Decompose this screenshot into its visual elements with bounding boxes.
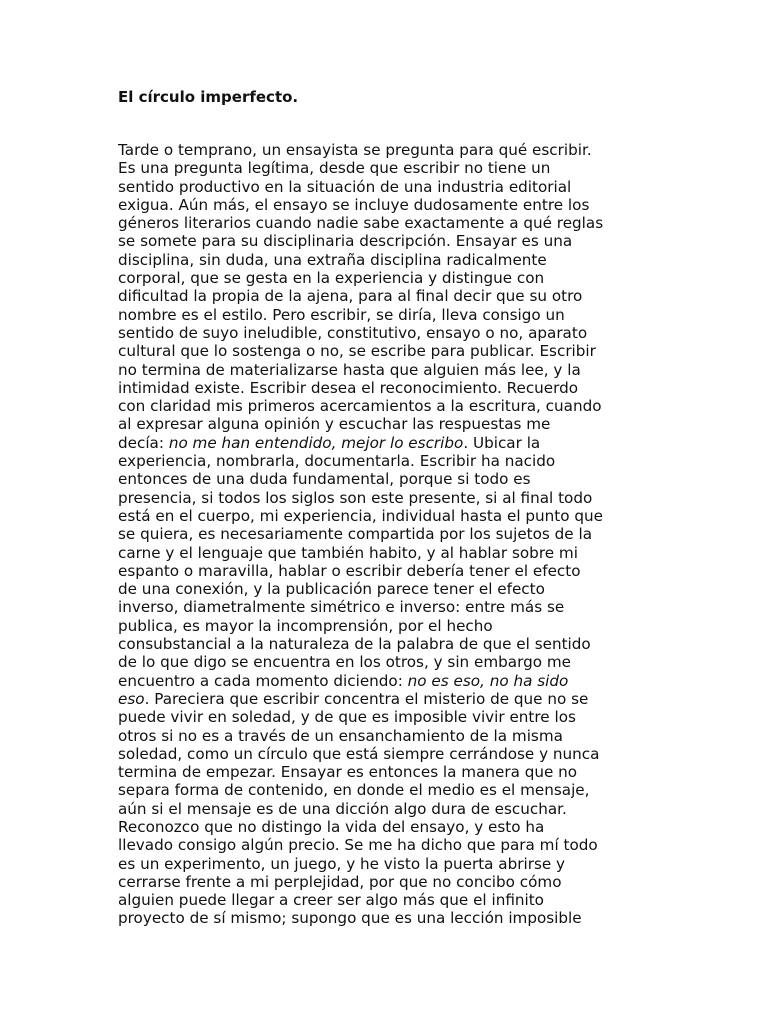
body-line bbox=[118, 214, 638, 232]
body-line bbox=[118, 251, 638, 269]
body-line-text: publica, es mayor la incomprensión, por el hecho bbox=[118, 616, 493, 635]
body-line bbox=[118, 159, 638, 177]
body-line-italic: no es eso, no ha sido bbox=[407, 671, 569, 690]
body-line-text: con claridad mis primeros acercamientos a la escritura, cuando bbox=[118, 397, 602, 416]
body-line bbox=[118, 672, 638, 690]
body-line-text: sentido productivo en la situación de una industria editorial bbox=[118, 177, 572, 196]
body-line bbox=[118, 836, 638, 854]
body-line bbox=[118, 141, 638, 159]
body-line-text: corporal, que se gesta en la experiencia y distingue con bbox=[118, 269, 545, 288]
body-line bbox=[118, 287, 638, 305]
body-line bbox=[118, 763, 638, 781]
body-line bbox=[118, 818, 638, 836]
body-line-text: se somete para su disciplinaria descripción. Ensayar es una bbox=[118, 232, 573, 251]
body-line-text: cultural que lo sostenga o no, se escribe para publicar. Escribir bbox=[118, 342, 596, 361]
body-line-text: presencia, si todos los siglos son este presente, si al final todo bbox=[118, 488, 593, 507]
body-line bbox=[118, 415, 638, 433]
body-line bbox=[118, 562, 638, 580]
body-line-text: de lo que digo se encuentra en los otros, y sin embargo me bbox=[118, 653, 571, 672]
body-line bbox=[118, 196, 638, 214]
body-line-text: al expresar alguna opinión y escuchar las respuestas me bbox=[118, 415, 551, 434]
body-line bbox=[118, 452, 638, 470]
body-line bbox=[118, 727, 638, 745]
body-line bbox=[118, 617, 638, 635]
body-line bbox=[118, 598, 638, 616]
body-line bbox=[118, 470, 638, 488]
body-line bbox=[118, 525, 638, 543]
body-line-text: aún si el mensaje es de una dicción algo dura de escuchar. bbox=[118, 799, 567, 818]
body-line bbox=[118, 178, 638, 196]
body-line-text: está en el cuerpo, mi experiencia, individual hasta el punto que bbox=[118, 506, 603, 525]
body-line bbox=[118, 855, 638, 873]
body-line-text: Reconozco que no distingo la vida del ensayo, y esto ha bbox=[118, 817, 545, 836]
body-line bbox=[118, 306, 638, 324]
body-line bbox=[118, 800, 638, 818]
body-line bbox=[118, 909, 638, 927]
body-line-text: no termina de materializarse hasta que alguien más lee, y la bbox=[118, 360, 581, 379]
body-line-text: Tarde o temprano, un ensayista se pregunta para qué escribir. bbox=[118, 141, 592, 159]
body-line bbox=[118, 653, 638, 671]
body-line-text: géneros literarios cuando nadie sabe exactamente a qué reglas bbox=[118, 214, 604, 233]
body-line-text: nombre es el estilo. Pero escribir, se diría, lleva consigo un bbox=[118, 305, 565, 324]
body-line-text: consubstancial a la naturaleza de la palabra de que el sentido bbox=[118, 635, 591, 654]
body-line-text: exigua. Aún más, el ensayo se incluye dudosamente entre los bbox=[118, 195, 590, 214]
body-line-text: otros si no es a través de un ensanchamiento de la misma bbox=[118, 726, 563, 745]
body-line bbox=[118, 873, 638, 891]
body-line bbox=[118, 745, 638, 763]
body-line-text: Es una pregunta legítima, desde que escribir no tiene un bbox=[118, 159, 551, 178]
body-line bbox=[118, 580, 638, 598]
body-line-text: intimidad existe. Escribir desea el reconocimiento. Recuerdo bbox=[118, 378, 579, 397]
body-line bbox=[118, 507, 638, 525]
body-line-text: de una conexión, y la publicación parece tener el efecto bbox=[118, 580, 545, 599]
body-line-text: llevado consigo algún precio. Se me ha dicho que para mí todo bbox=[118, 836, 598, 855]
body-line bbox=[118, 434, 638, 452]
body-line bbox=[118, 708, 638, 726]
body-line-text: alguien puede llegar a creer ser algo más que el infinito bbox=[118, 891, 544, 910]
body-line-text: . Pareciera que escribir concentra el misterio de que no se bbox=[144, 689, 589, 708]
body-line bbox=[118, 269, 638, 287]
body-line-text: se quiera, es necesariamente compartida por los sujetos de la bbox=[118, 525, 593, 544]
body-line bbox=[118, 342, 638, 360]
document-title: El círculo imperfecto. bbox=[118, 88, 299, 106]
body-line-text: encuentro a cada momento diciendo: bbox=[118, 671, 408, 690]
body-line-text: dificultad la propia de la ajena, para al final decir que su otro bbox=[118, 287, 583, 306]
document-body bbox=[118, 141, 638, 928]
body-line bbox=[118, 397, 638, 415]
body-line-text: decía: bbox=[118, 433, 169, 452]
body-line bbox=[118, 324, 638, 342]
body-line-text: experiencia, nombrarla, documentarla. Escribir ha nacido bbox=[118, 452, 556, 471]
body-line-text: entonces de una duda fundamental, porque si todo es bbox=[118, 470, 531, 489]
body-line bbox=[118, 379, 638, 397]
body-line-text: disciplina, sin duda, una extraña disciplina radicalmente bbox=[118, 250, 547, 269]
body-line-text: inverso, diametralmente simétrico e inverso: entre más se bbox=[118, 598, 565, 617]
body-line-text: sentido de suyo ineludible, constitutivo, ensayo o no, aparato bbox=[118, 323, 588, 342]
body-line-text: cerrarse frente a mi perplejidad, por que no concibo cómo bbox=[118, 872, 562, 891]
body-line-text: . Ubicar la bbox=[463, 433, 541, 452]
body-line bbox=[118, 781, 638, 799]
body-line-text: es un experimento, un juego, y he visto la puerta abrirse y bbox=[118, 854, 566, 873]
body-line-text: separa forma de contenido, en donde el medio es el mensaje, bbox=[118, 781, 590, 800]
body-line bbox=[118, 361, 638, 379]
body-line-text: espanto o maravilla, hablar o escribir debería tener el efecto bbox=[118, 561, 581, 580]
body-line-text: carne y el lenguaje que también habito, y al hablar sobre mi bbox=[118, 543, 578, 562]
body-line-text: proyecto de sí mismo; supongo que es una lección imposible bbox=[118, 909, 582, 928]
body-line-text: soledad, como un círculo que está siempre cerrándose y nunca bbox=[118, 744, 600, 763]
body-line-italic: eso bbox=[118, 689, 145, 708]
body-line bbox=[118, 891, 638, 909]
body-line bbox=[118, 544, 638, 562]
body-line-text: puede vivir en soledad, y de que es imposible vivir entre los bbox=[118, 708, 576, 727]
body-line bbox=[118, 232, 638, 250]
body-line bbox=[118, 635, 638, 653]
body-line-text: termina de empezar. Ensayar es entonces la manera que no bbox=[118, 763, 578, 782]
body-line-italic: no me han entendido, mejor lo escribo bbox=[168, 433, 464, 452]
body-line bbox=[118, 690, 638, 708]
body-line bbox=[118, 489, 638, 507]
